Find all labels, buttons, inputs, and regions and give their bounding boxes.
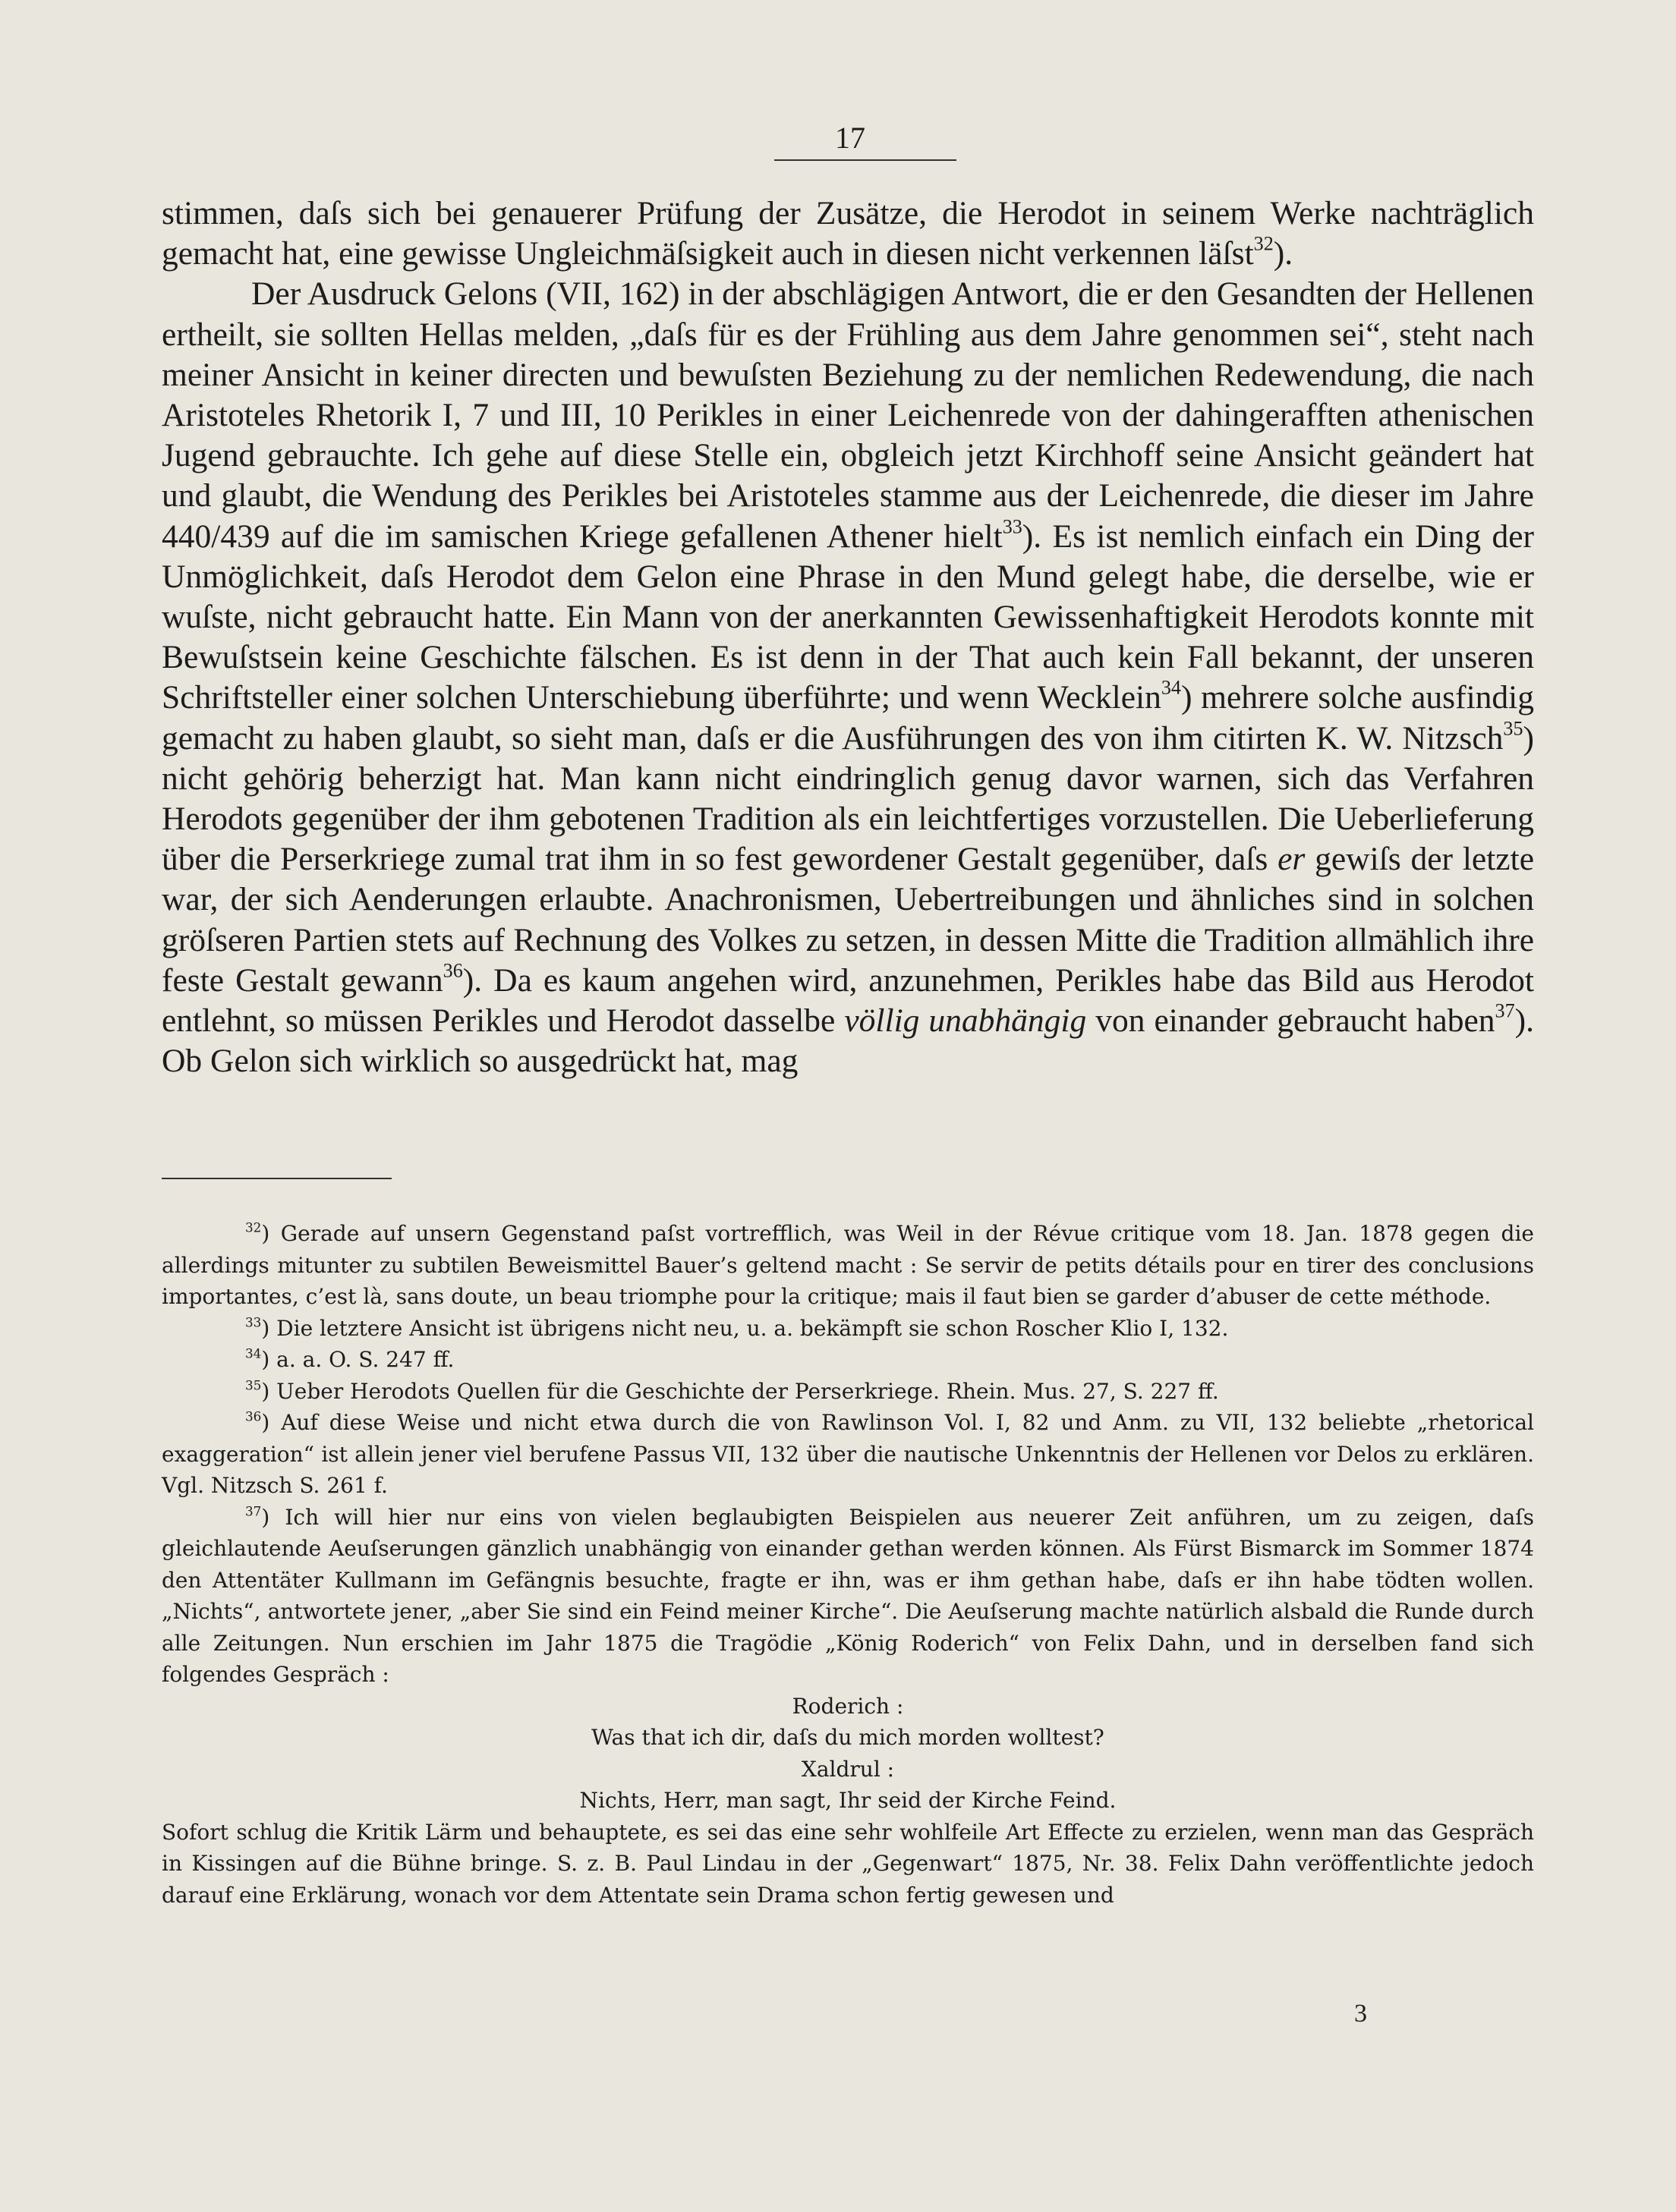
emphasis-er: er (1277, 841, 1306, 878)
footnote-37-continuation: Sofort schlug die Kritik Lärm und behauptete, es sei das eine sehr wohlfeile Art Effecte zu erzielen, wenn man das Gespräch in Kissingen auf die Bühne bringe. S. z. B. Paul Lindau in der „Gegenwart“ 1875, Nr. 38. Felix Dahn veröffentlichte jedoch darauf eine Erklärung, wonach vor dem Attentate sein Drama schon fertig gewesen und (162, 1819, 1534, 1908)
footnote-36: $^{36}$) Auf diese Weise und nicht etwa durch die von Rawlinson Vol. I, 82 und Anm. zu VII, 132 beliebte „rhetorical exaggeration“ ist allein jener viel berufene Passus VII, 132 über die nautische Unkenntnis der Hellenen vor Delos zu erklären. Vgl. Nitzsch S. 261 f. (162, 1408, 1534, 1498)
signature-mark: 3 (1354, 2000, 1367, 2028)
footnote-34: $^{34}$) a. a. O. S. 247 ff. (245, 1345, 455, 1372)
paragraph-continuation: stimmen, daſs sich bei genauerer Prüfung der Zusätze, die Herodot in seinem Werke nachträglich gemacht hat, eine gewisse Ungleichmäſsigkeit auch in diesen nicht verkennen läſst$^{32}$). (162, 195, 1534, 272)
page-number: 17 (835, 121, 865, 155)
main-text (162, 194, 1534, 1081)
footnote-35: $^{35}$) Ueber Herodots Quellen für die Geschichte der Perserkriege. Rhein. Mus. 27, S. 227 ff. (245, 1377, 1219, 1404)
footnote-ref-32[interactable]: 32 (1253, 232, 1274, 255)
paragraph-gelon: Der Ausdruck Gelons (VII, 162) in der abschlägigen Antwort, die er den Gesandten der Hellenen ertheilt, sie sollten Hellas melden, „daſs für es der Frühling aus dem Jahre genommen sei“, steht nach meiner Ansicht in keiner directen und bewuſsten Beziehung zu der nemlichen Redewendung, die nach Aristoteles Rhetorik I, 7 und III, 10 Perikles in einer Leichenrede von der dahingerafften athenischen Jugend gebrauchte. Ich gehe auf diese Stelle ein, obgleich jetzt Kirchhoff seine Ansicht geändert hat und glaubt, die Wendung des Perikles bei Aristoteles stamme aus der Leichenrede, die dieser im Jahre 440/439 auf die im samischen Kriege gefallenen Athener hielt$^{33}$). Es ist nemlich einfach ein Ding der Unmöglichkeit, daſs Herodot dem Gelon eine Phrase in den Mund gelegt habe, die derselbe, wie er wuſste, nicht gebraucht hatte. Ein Mann von der anerkannten Gewissenhaftigkeit Herodots konnte mit Bewuſstsein keine Geschichte fälschen. Es ist denn in der That auch kein Fall bekannt, der unseren Schriftsteller einer solchen Unterschiebung überführte; und wenn Wecklein$^{34}$) mehrere solche ausfindig gemacht zu haben glaubt, so sieht man, daſs er die Ausführungen des von ihm citirten K. W. Nitzsch$^{35}$) nicht gehörig beherzigt hat. Man kann nicht eindringlich genug davor warnen, sich das Verfahren Herodots gegenüber der ihm gebotenen Tradition als ein leichtfertiges vorzustellen. Die Ueberlieferung über die Perserkriege zumal trat ihm in so fest gewordener Gestalt gegenüber, daſs er gewiſs der letzte war, der sich Aenderungen erlaubte. Anachronismen, Uebertreibungen und ähnliches sind in solchen gröſseren Partien stets auf Rechnung des Volkes zu setzen, in dessen Mitte die Tradition allmählich ihre feste Gestalt gewann$^{36}$). Da es kaum angehen wird, anzunehmen, Perikles habe das Bild aus Herodot entlehnt, so müssen Perikles und Herodot dasselbe völlig unabhängig von einander gebraucht haben$^{37}$). Ob Gelon sich wirklich so ausgedrückt hat, mag (162, 275, 1535, 1080)
dialogue-line-roderich: Was that ich dir, daſs du mich morden wolltest? (591, 1725, 1104, 1750)
dialogue-line-xaldrul: Nichts, Herr, man sagt, Ihr seid der Kirche Feind. (579, 1788, 1117, 1813)
dialogue-speaker-xaldrul: Xaldrul : (801, 1756, 895, 1782)
footnote-ref-33[interactable]: 33 (1002, 515, 1022, 538)
footnote-ref-35[interactable]: 35 (1503, 717, 1523, 740)
footnote-ref-37[interactable]: 37 (1495, 999, 1515, 1022)
footnote-37: $^{37}$) Ich will hier nur eins von vielen beglaubigten Beispielen aus neuerer Zeit anführen, um zu zeigen, daſs gleichlautende Aeuſserungen gänzlich unabhängig von einander gethan werden können. Als Fürst Bismarck im Sommer 1874 den Attentäter Kullmann im Gefängnis besuchte, fragte er ihn, was er ihm gethan habe, daſs er ihn habe tödten wollen. „Nichts“, antwortete jener, „aber Sie sind ein Feind meiner Kirche“. Die Aeuſserung machte natürlich alsbald die Runde durch alle Zeitungen. Nun erschien im Jahr 1875 die Tragödie „König Roderich“ von Felix Dahn, und in derselben fand sich folgendes Gespräch : (162, 1502, 1534, 1687)
header-rule (774, 159, 956, 161)
emphasis-voellig-unabhaengig: völlig unabhängig (844, 1002, 1087, 1040)
footnotes (162, 1218, 1534, 1911)
dialogue-speaker-roderich: Roderich : (792, 1693, 904, 1719)
footnote-ref-36[interactable]: 36 (443, 959, 463, 982)
footnote-32: $^{32}$) Gerade auf unsern Gegenstand paſst vortrefflich, was Weil in der Révue critique vom 18. Jan. 1878 gegen die allerdings mitunter zu subtilen Beweismittel Bauer’s geltend macht : Se servir de petits détails pour en tirer des conclusions importantes, c’est là, sans doute, un beau triomphe pour la critique; mais il faut bien se garder d’abuser de cette méthode. (162, 1219, 1534, 1309)
footnote-ref-34[interactable]: 34 (1161, 677, 1181, 700)
footnote-33: $^{33}$) Die letztere Ansicht ist übrigens nicht neu, u. a. bekämpft sie schon Roscher Klio I, 132. (245, 1314, 1229, 1341)
footnote-rule (162, 1178, 392, 1179)
